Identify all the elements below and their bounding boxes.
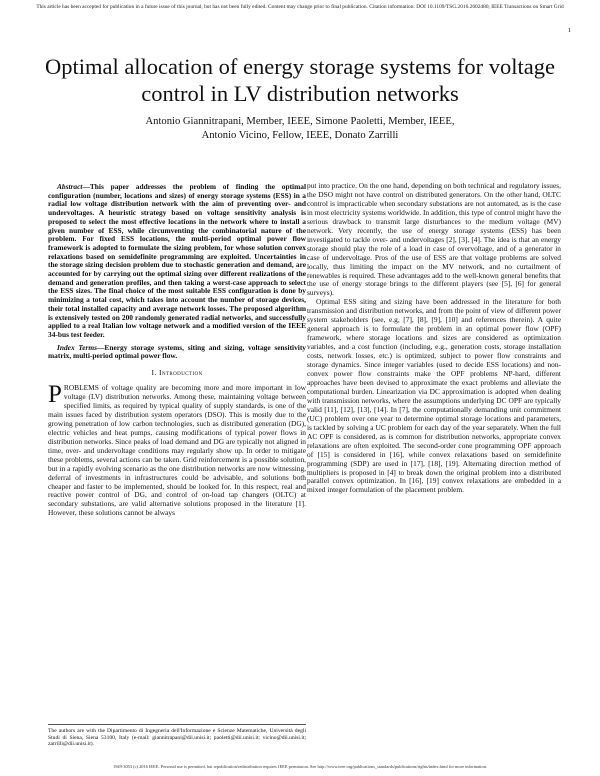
- right-column: [307, 182, 561, 495]
- index-terms-text: —Energy storage systems, siting and sizing, voltage sensitivity matrix, multi-period optimal power flow.: [48, 342, 306, 361]
- copyright-notice: 1949-3053 (c) 2016 IEEE. Personal use is permitted, but republication/redistribution requires IEEE permission. See http://www.ieee.org/publications_standards/publications/rights/index.html for more information.: [113, 764, 487, 769]
- authors-line-1: Antonio Giannitrapani, Member, IEEE, Simone Paoletti, Member, IEEE,: [145, 116, 455, 127]
- abstract-label: Abstract: [57, 182, 83, 191]
- drop-cap: P: [48, 381, 62, 409]
- authors-line-2: Antonio Vicino, Fellow, IEEE, Donato Zarrilli: [201, 129, 399, 141]
- introduction-paragraph-1: [48, 381, 306, 518]
- intro-first-word: ROBLEMS: [63, 383, 99, 393]
- journal-banner: This article has been accepted for publication in a future issue of this journal, but has not been fully edited. Content may change prior to final publication. Citation information: DOI 10.1109/TSG.2016.2602480, IEEE Transactions on Smart Grid: [36, 4, 564, 10]
- abstract-text: —This paper addresses the problem of finding the optimal configuration (number, locations and sizes) of energy storage systems (ESS) in a radial low voltage distribution network with the aim of preventing over- and undervoltages. A heuristic strategy based on voltage sensitivity analysis is proposed to select the most effective locations in the network where to install a given number of ESS, while circumventing the combinatorial nature of the problem. For fixed ESS locations, the multi-period optimal power flow framework is adopted to formulate the sizing problem, for whose solution convex relaxations based on semidefinite programming are exploited. Uncertainties in the storage sizing decision problem due to stochastic generation and demand, are accounted for by carrying out the optimal sizing over different realizations of the demand and generation profiles, and then taking a worst-case approach to select the ESS sizes. The final choice of the most suitable ESS configuration is done by minimizing a total cost, which takes into account the number of storage devices, their total installed capacity and average network losses. The proposed algorithm is extensively tested on 200 randomly generated radial networks, and successfully applied to a real Italian low voltage network and a modified version of the IEEE 34-bus test feeder.: [48, 182, 306, 339]
- section-heading-introduction: I. Introduction: [151, 368, 203, 378]
- page-number: 1: [567, 27, 571, 34]
- index-terms: [48, 344, 306, 361]
- author-list: [60, 115, 540, 142]
- paper-title: Optimal allocation of energy storage systems for voltage control in LV distribution networks: [44, 54, 556, 106]
- author-affiliation-footnote: The authors are with the Dipartimento di Ingegneria dell'Informazione e Scienze Matematiche, Università degli Studi di Siena, Siena 53100, Italy (e-mail: giannitrapani@dii.unisi.it; paoletti@dii.unisi.it; vicino@dii.unisi.it; zarrilli@dii.unisi.it).: [48, 724, 306, 748]
- left-column: [48, 183, 306, 518]
- introduction-paragraph-3: Optimal ESS siting and sizing have been addressed in the literature for both transmission and distribution networks, and from the point of view of different power system stakeholders (see, e.g, [7], [8], [9], [10] and references therein). A quite general approach is to formulate the problem in an optimal power flow (OPF) framework, where storage locations and sizes are considered as optimization variables, and a cost function (including, e.g., generation costs, storage installation costs, network losses, etc.) is optimized, subject to power flow constraints and storage dynamics. Since integer variables (used to decide ESS locations) and non-convex power flow constraints make the OPF problems NP-hard, different approaches have been devised to approximate the exact problems and alleviate the computational burden. Linearization via DC approximation is adopted when dealing with transmission networks, where the assumptions underlying DC OPF are typically valid [11], [12], [13], [14]. In [7], the computationally demanding unit commitment (UC) problem over one year to determine optimal storage locations and parameters, is tackled by solving a UC problem for each day of the year separately. When the full AC OPF is considered, as is common for distribution networks, appropriate convex relaxations are often exploited. The second-order cone programming OPF approach of [15] is considered in [16], while convex relaxations based on semidefinite programming (SDP) are used in [17], [18], [19]. Alternating direction method of multipliers is proposed in [4] to break down the original problem into a distributed parallel convex optimization. In [16], [19] convex relaxations are embedded in a mixed integer formulation of the placement problem.: [307, 297, 561, 495]
- intro-text: of voltage quality are becoming more and more important in low voltage (LV) distribution networks. Among these, maintaining voltage between specified limits, as required by typical quality of supply standards, is one of the main issues faced by distribution system operators (DSO). This is mostly due to the growing penetration of low carbon technologies, such as distributed generation (DG), electric vehicles and heat pumps, causing modifications of typical power flows in distribution networks. Since peaks of load demand and DG are typically not aligned in time, over- and undervoltage conditions may regularly show up. In order to mitigate these problems, several actions can be taken. Grid reinforcement is a possible solution, but in a rapidly evolving scenario as the one distribution networks are now witnessing, deferral of investments in infrastructures could be advisable, and solutions both cheaper and faster to be implemented, should be looked for. In this respect, real and reactive power control of DG, and control of on-load tap changers (OLTC) at secondary substations, are valid alternative solutions proposed in the literature [1]. However, these solutions cannot be always: [48, 383, 306, 518]
- index-terms-label: Index Terms: [57, 342, 98, 352]
- abstract: [48, 183, 306, 340]
- introduction-paragraph-2: put into practice. On the one hand, depending on both technical and regulatory issues, the DSO might not have control on distributed generators. On the other hand, OLTC control is impracticable when secondary substations are not automated, as is the case in most electricity systems worldwide. In addition, this type of control might have the serious drawback to transmit large disturbances to the medium voltage (MV) network. Very recently, the use of energy storage systems (ESS) has been investigated to tackle over- and undervoltages [2], [3], [4]. The idea is that an energy storage should play the role of a load in case of overvoltage, and of a generator in case of undervoltage. Pros of the use of ESS are that voltage problems are solved locally, thus limiting the impact on the MV network, and no curtailment of renewables is required. These advantages add to the well-known general benefits that the use of energy storage brings to the different players (see [5], [6] for general surveys).: [307, 181, 561, 298]
